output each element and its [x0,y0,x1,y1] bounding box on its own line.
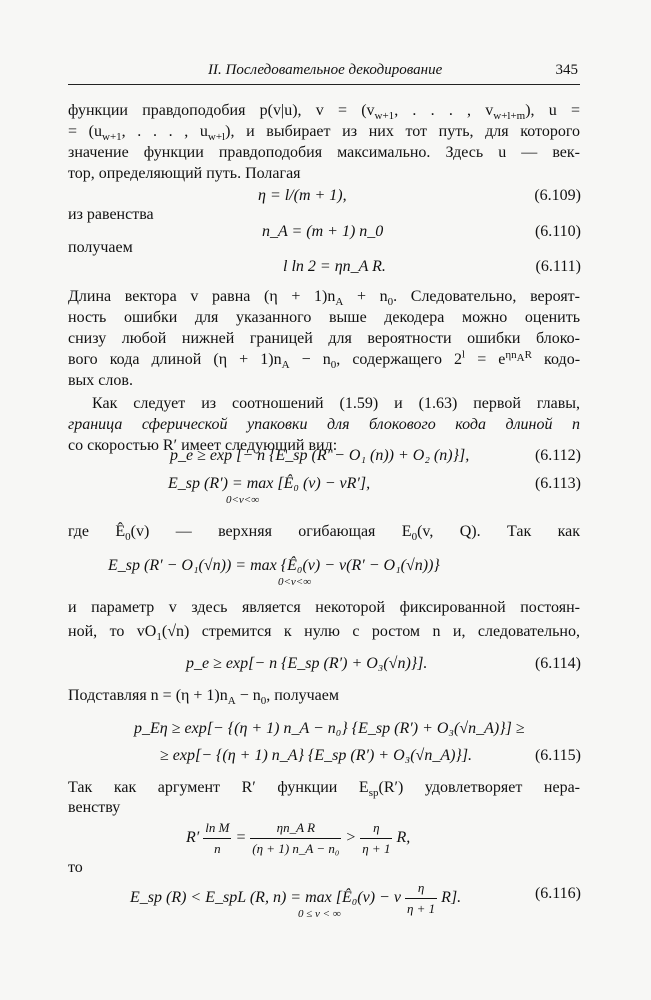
equation-unnumbered: E_sp (R′ − O₁(√n)) = max {Ê₀(v) − v(R′ − O₁(√n))} [108,557,440,574]
fraction: $\frac{\text{ln M}}{n}$ [205,820,230,856]
max-limits: 0<v<∞ [278,576,312,588]
equation-number: (6.110) [534,223,581,240]
chapter-title: II. Последовательное декодирование [208,62,443,78]
paragraph-line: вого кода длиной $(\eta + 1)n_A - n_0$, содержащего $2^l = e^{\eta n_AR}$ кодо- [68,348,581,372]
paragraph-line: Подставляя $n = (\eta + 1)n_A - n_0$, получаем [68,687,339,708]
paragraph-line: Длина вектора v равна $(\eta + 1)n_A + n_0$. Следовательно, вероят- [68,288,581,309]
paragraph-line: снизу любой нижней границей для вероятности ошибки блоко- [68,330,580,347]
paragraph-line: = ($u_{w+1}$, . . . , $u_{w+l}$), и выбирает из них тот путь, для которого [68,123,580,144]
paragraph-line: граница сферической упаковки для блокового кода длиной n [68,416,580,433]
fraction: $\frac{\eta}{\eta + 1}$ [362,820,391,856]
equation-6-112: p_e ≥ exp [− n {E_sp (R′ − O₁ (n)) + O₂ (n)}], [170,447,470,464]
equation-6-115-line1: p_Eη ≥ exp[− {(η + 1) n_A − n₀} {E_sp (R′) + O₃(√n_A)}] ≥ [134,720,525,737]
paragraph-line: функции правдоподобия p(v|u), $v = (v_{w+1}$, . . . , $v_{w+l+m}$), u = [68,102,580,123]
paragraph-line: значение функции правдоподобия максимально. Здесь u — век- [68,144,580,161]
paragraph-line: вых слов. [68,372,133,389]
fraction: $\frac{\eta}{\eta + 1}$ [406,880,436,916]
paragraph-line: ность ошибки для указанного выше декодера можно оценить [68,309,580,326]
paragraph-line: ной, то $vO_1(√n)$ стремится к нулю с ростом n и, следовательно, [68,623,580,644]
equation-number: (6.116) [534,885,581,902]
paragraph-line: и параметр v здесь является некоторой фиксированной постоян- [68,599,580,616]
max-limits: 0<v<∞ [226,494,260,506]
equation-6-111: l ln 2 = ηn_A R. [283,258,386,275]
paragraph-line: со скоростью R′ имеет следующий вид: [68,437,338,454]
equation-number: (6.115) [534,747,581,764]
equation-6-115-line2: ≥ exp[− {(η + 1) n_A} {E_sp (R′) + O₃(√n_A)}]. [160,747,473,764]
paragraph-line: получаем [68,239,133,256]
page-number: 345 [555,62,578,78]
running-header [68,60,580,85]
paragraph-line: Так как аргумент R′ функции $E_{sp}(R')$ удовлетворяет нера- [68,779,581,800]
paragraph-line: где $Ê_0(v)$ — верхняя огибающая $E_0(v$, Q). Так как [68,523,581,544]
equation-number: (6.111) [535,258,581,275]
equation-number: (6.113) [534,475,581,492]
equation-6-110: n_A = (m + 1) n_0 [262,223,384,240]
equation-number: (6.114) [534,655,581,672]
equation-6-114: p_e ≥ exp[− n {E_sp (R′) + O₃(√n)}]. [186,655,428,672]
paragraph-line: то [68,859,83,876]
equation-number: (6.109) [534,187,581,204]
equation-6-109: η = l/(m + 1), [258,187,347,204]
max-limits: 0 ≤ v < ∞ [298,908,341,920]
equation-number: (6.112) [534,447,581,464]
paragraph-line: тор, определяющий путь. Полагая [68,165,301,182]
paragraph-line: венству [68,799,121,816]
fraction: $\frac{\text{ηn\_A R}}{\text{(η + 1) n\_A − n₀}}$ [252,820,340,856]
inequality-rate: R′ $\frac{\text{ln M}}{n}$ = $\frac{\text{ηn\_A R}}{\text{(η + 1) n\_A − n₀}}$ > $\frac{\eta}{\eta + 1}$ R, [186,818,410,859]
equation-6-116: E_sp (R) < E_spL (R, n) = max [Ê₀(v) − v $\frac{\eta}{\eta + 1}$ R]. [130,878,461,919]
paragraph-line: из равенства [68,206,154,223]
paragraph-line: Как следует из соотношений (1.59) и (1.63) первой главы, [92,395,580,412]
equation-6-113: E_sp (R′) = max [Ê₀ (v) − vR′], [168,475,371,492]
